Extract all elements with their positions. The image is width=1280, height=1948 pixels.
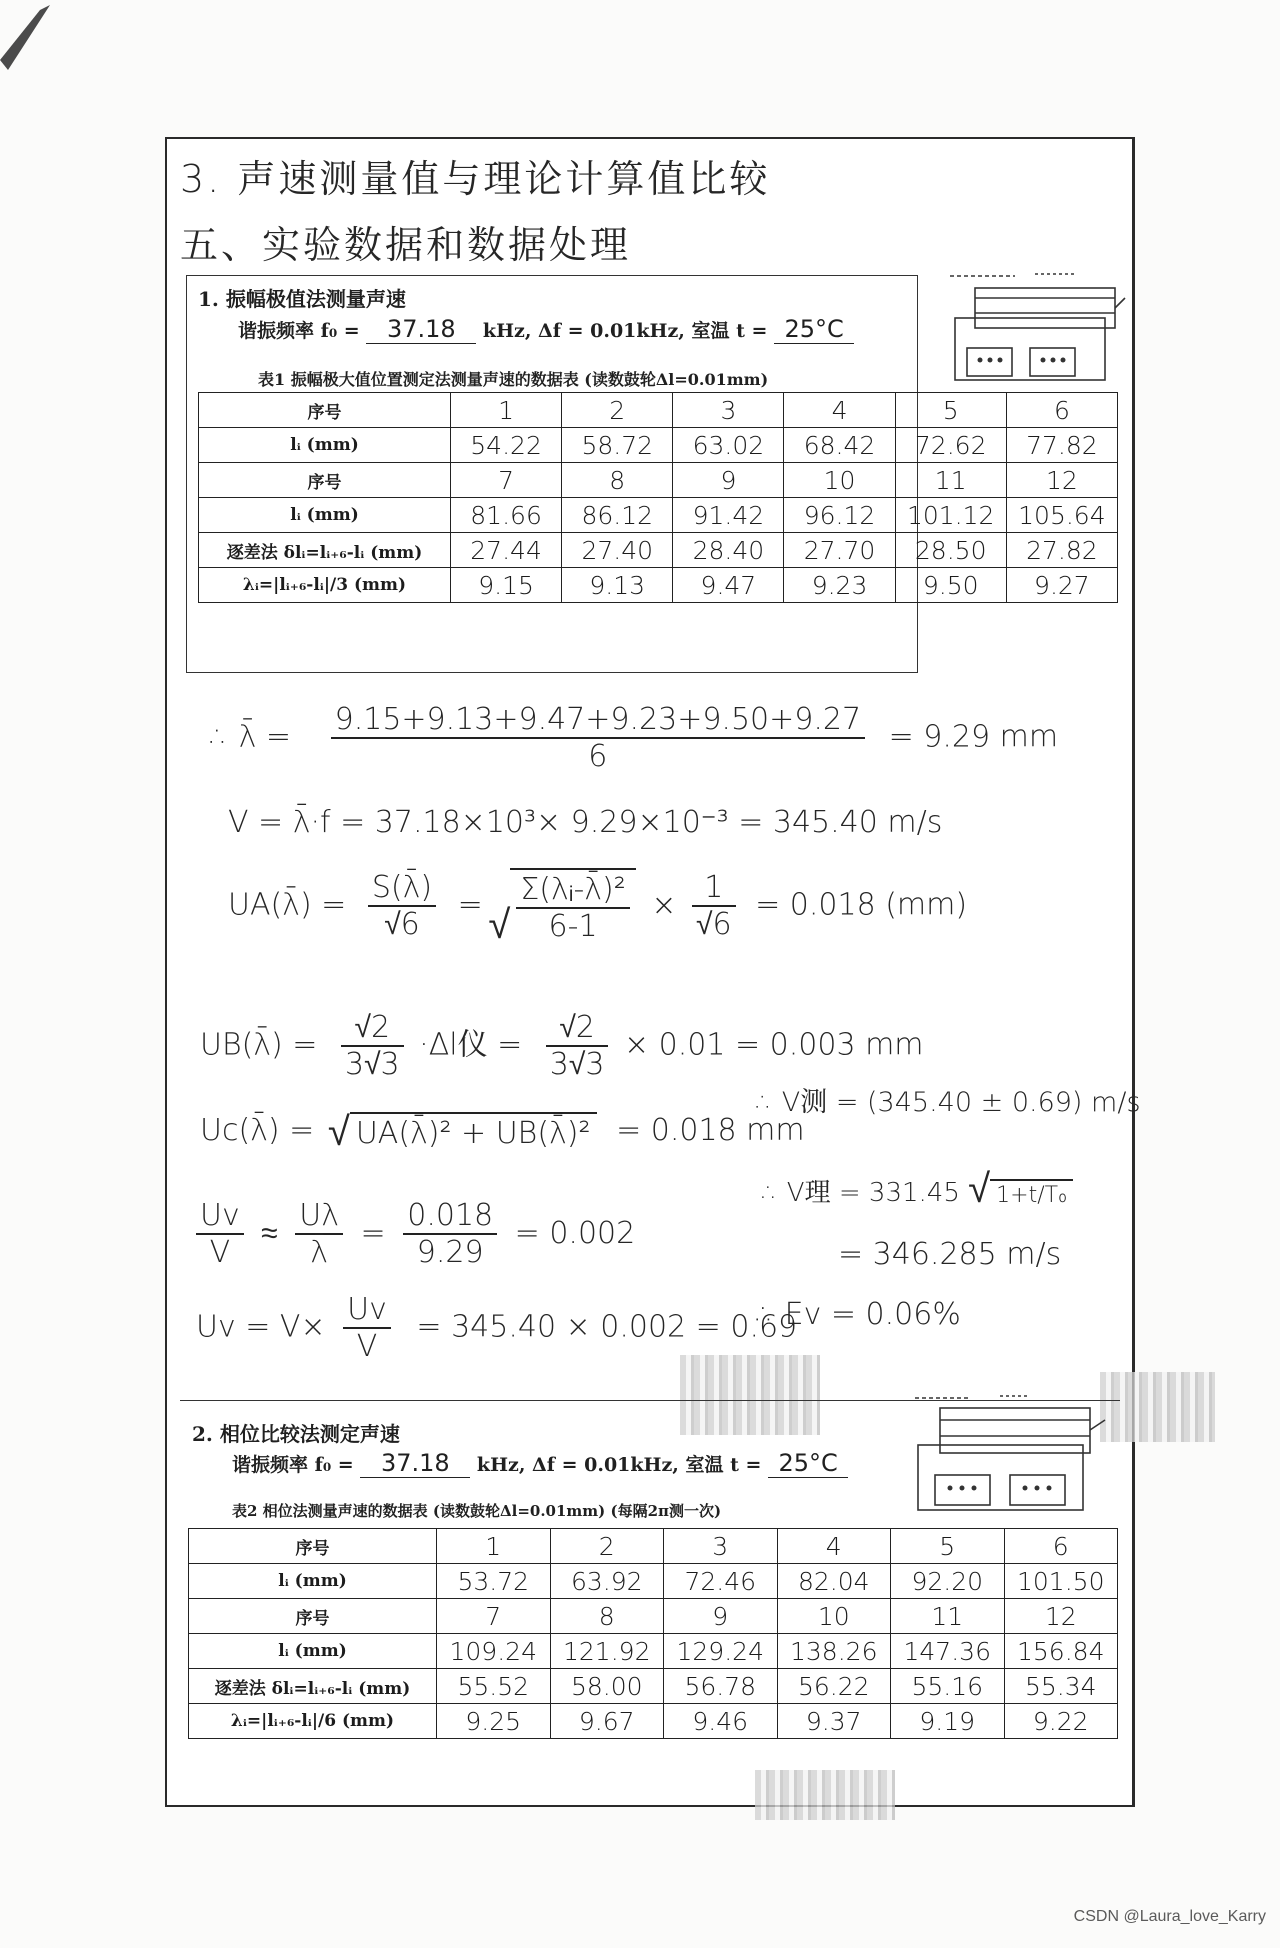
l-cell: 68.42: [784, 428, 895, 463]
uc-lhs: Uc(λ̄) =: [200, 1113, 315, 1148]
index-cell: 7: [437, 1599, 551, 1634]
ratio-num-3: 0.018: [403, 1198, 497, 1235]
resonance-label: 谐振频率: [238, 320, 315, 342]
ratio-fraction-2: [295, 1198, 343, 1270]
diff-cell: 56.22: [777, 1669, 891, 1704]
table1: [198, 392, 1118, 603]
diff-cell: 56.78: [664, 1669, 778, 1704]
ratio-den-2: λ̄: [310, 1235, 329, 1270]
l-cell: 129.24: [664, 1634, 778, 1669]
uc-equation: [200, 1112, 805, 1151]
row-header-l: lᵢ (mm): [189, 1634, 437, 1669]
diff-cell: 58.00: [550, 1669, 664, 1704]
ub-equation: [200, 1010, 924, 1082]
mean-fraction: [331, 702, 865, 774]
ua-frac2-denominator: √6: [696, 907, 732, 942]
scan-corner-streak: [0, 0, 90, 90]
ub-fraction-2: [546, 1010, 609, 1082]
mean-numerator: 9.15+9.13+9.47+9.23+9.50+9.27: [331, 702, 865, 739]
diff-cell: 55.16: [891, 1669, 1005, 1704]
lambda-cell: 9.37: [777, 1704, 891, 1739]
scan-smudge: [680, 1355, 820, 1435]
room-temp-value: 25°C: [768, 1449, 848, 1478]
row-header-diff: 逐差法 δlᵢ=lᵢ₊₆-lᵢ (mm): [199, 533, 451, 568]
ratio-eq: =: [360, 1215, 386, 1251]
measured-speed-result: ∴ V测 = (345.40 ± 0.69) m/s: [756, 1087, 1141, 1118]
l-cell: 109.24: [437, 1634, 551, 1669]
delta-f-text: kHz, Δf = 0.01kHz, 室温 t =: [482, 320, 768, 342]
table-row: [189, 1599, 1118, 1634]
index-cell: 8: [550, 1599, 664, 1634]
f0-value: 37.18: [366, 315, 476, 344]
row-header-index: 序号: [189, 1529, 437, 1564]
mean-lhs: ∴ λ̄ =: [210, 719, 292, 755]
ub-lhs: UB(λ̄) =: [200, 1027, 318, 1063]
ratio-num-1: Uv: [196, 1198, 244, 1235]
index-cell: 5: [895, 393, 1006, 428]
lambda-cell: 9.50: [895, 568, 1006, 603]
lambda-cell: 9.67: [550, 1704, 664, 1739]
uv-rhs: = 345.40 × 0.002 = 0.69: [416, 1309, 798, 1345]
row-header-index: 序号: [189, 1599, 437, 1634]
lambda-cell: 9.47: [673, 568, 784, 603]
theory-root: √ 1+t/T₀: [990, 1179, 1073, 1208]
index-cell: 1: [451, 393, 562, 428]
theory-lhs: ∴ V理 = 331.45: [762, 1178, 960, 1208]
relative-error: ∴ Ev = 0.06%: [756, 1297, 961, 1332]
ua-rhs: = 0.018 (mm): [755, 887, 968, 923]
lambda-cell: 9.27: [1006, 568, 1117, 603]
table-row: [189, 1669, 1118, 1704]
f0-symbol: f₀ =: [314, 1454, 354, 1476]
ua-times: ×: [651, 887, 677, 923]
mean-lambda-equation: [210, 702, 1058, 774]
ua-root-denominator: 6-1: [548, 909, 598, 944]
index-cell: 3: [673, 393, 784, 428]
l-cell: 63.92: [550, 1564, 664, 1599]
table-row: [199, 393, 1118, 428]
l-cell: 86.12: [562, 498, 673, 533]
row-header-index: 序号: [199, 463, 451, 498]
ua-frac2-numerator: 1: [692, 870, 736, 907]
diff-cell: 27.70: [784, 533, 895, 568]
l-cell: 156.84: [1004, 1634, 1118, 1669]
ub-numerator-2: √2: [546, 1010, 609, 1047]
ua-root-fraction: [516, 872, 629, 944]
f0-symbol: f₀ =: [320, 320, 360, 342]
index-cell: 4: [777, 1529, 891, 1564]
index-cell: 9: [664, 1599, 778, 1634]
lambda-cell: 9.15: [451, 568, 562, 603]
table-row: [199, 568, 1118, 603]
index-cell: 3: [664, 1529, 778, 1564]
section2-heading: 2. 相位比较法测定声速: [192, 1422, 400, 1446]
row-header-index: 序号: [199, 393, 451, 428]
delta-f-text: kHz, Δf = 0.01kHz, 室温 t =: [476, 1454, 762, 1476]
index-cell: 12: [1006, 463, 1117, 498]
room-temp-value: 25°C: [774, 315, 854, 344]
table1-caption: 表1 振幅极大值位置测定法测量声速的数据表 (读数鼓轮Δl=0.01mm): [258, 370, 769, 389]
ua-numerator: S(λ̄): [368, 870, 436, 907]
scan-smudge: [1100, 1372, 1215, 1442]
ua-root: [510, 868, 635, 944]
lambda-cell: 9.46: [664, 1704, 778, 1739]
ratio-den-3: 9.29: [416, 1235, 484, 1270]
l-cell: 81.66: [451, 498, 562, 533]
mean-denominator: 6: [588, 739, 608, 774]
l-cell: 105.64: [1006, 498, 1117, 533]
lambda-cell: 9.23: [784, 568, 895, 603]
diff-cell: 27.40: [562, 533, 673, 568]
l-cell: 147.36: [891, 1634, 1005, 1669]
index-cell: 5: [891, 1529, 1005, 1564]
l-cell: 101.12: [895, 498, 1006, 533]
index-cell: 6: [1006, 393, 1117, 428]
table-row: [189, 1634, 1118, 1669]
f0-value: 37.18: [360, 1449, 470, 1478]
index-cell: 1: [437, 1529, 551, 1564]
l-cell: 82.04: [777, 1564, 891, 1599]
index-cell: 2: [562, 393, 673, 428]
theory-speed-value: = 346.285 m/s: [838, 1237, 1062, 1272]
index-cell: 6: [1004, 1529, 1118, 1564]
ub-denominator-2: 3√3: [549, 1047, 605, 1082]
uv-denominator: V: [356, 1329, 378, 1364]
table-row: [199, 463, 1118, 498]
ua-root-numerator: √ Σ(λᵢ-λ̄)²: [516, 872, 629, 909]
ub-numerator: √2: [341, 1010, 404, 1047]
l-cell: 101.50: [1004, 1564, 1118, 1599]
uc-root: √ UA(λ̄)² + UB(λ̄)²: [350, 1112, 597, 1151]
row-header-lambda: λᵢ=|lᵢ₊₆-lᵢ|/3 (mm): [199, 568, 451, 603]
ua-frac2: [692, 870, 736, 942]
ua-eq: =: [457, 887, 483, 923]
uv-equation: [196, 1292, 797, 1364]
ub-denominator: 3√3: [344, 1047, 400, 1082]
ub-fraction: [341, 1010, 404, 1082]
diff-cell: 27.82: [1006, 533, 1117, 568]
l-cell: 121.92: [550, 1634, 664, 1669]
l-cell: 138.26: [777, 1634, 891, 1669]
index-cell: 2: [550, 1529, 664, 1564]
apparatus-diagram-1: [945, 268, 1135, 388]
row-header-diff: 逐差法 δlᵢ=lᵢ₊₆-lᵢ (mm): [189, 1669, 437, 1704]
ratio-rhs: = 0.002: [514, 1215, 636, 1251]
row-header-l: lᵢ (mm): [199, 498, 451, 533]
index-cell: 11: [895, 463, 1006, 498]
uv-fraction: [343, 1292, 391, 1364]
ua-fraction: [368, 870, 436, 942]
uv-numerator: Uv: [343, 1292, 391, 1329]
ua-lhs: UA(λ̄) =: [228, 887, 347, 923]
section-title-comparison: 3. 声速测量值与理论计算值比较: [180, 157, 771, 201]
resonance-label: 谐振频率: [232, 1454, 309, 1476]
table-row: [199, 533, 1118, 568]
section-title-data-processing: 五、实验数据和数据处理: [180, 223, 632, 267]
ua-denominator: √6: [384, 907, 420, 942]
l-cell: 63.02: [673, 428, 784, 463]
mean-rhs: = 9.29 mm: [888, 719, 1059, 755]
index-cell: 12: [1004, 1599, 1118, 1634]
uc-rhs: = 0.018 mm: [616, 1113, 805, 1148]
ua-equation: [228, 868, 967, 944]
diff-cell: 55.34: [1004, 1669, 1118, 1704]
section2-frequency-line: [232, 1449, 848, 1478]
lambda-cell: 9.13: [562, 568, 673, 603]
uv-lhs: Uv = V×: [196, 1309, 326, 1345]
l-cell: 91.42: [673, 498, 784, 533]
csdn-watermark: CSDN @Laura_love_Karry: [1073, 1908, 1266, 1925]
index-cell: 8: [562, 463, 673, 498]
table-row: [189, 1564, 1118, 1599]
scan-smudge: [755, 1770, 895, 1820]
section1-frequency-line: [238, 315, 854, 344]
l-cell: 72.62: [895, 428, 1006, 463]
diff-cell: 28.50: [895, 533, 1006, 568]
l-cell: 77.82: [1006, 428, 1117, 463]
relative-uncertainty-equation: [196, 1198, 635, 1270]
index-cell: 10: [777, 1599, 891, 1634]
ratio-approx: ≈: [261, 1215, 278, 1251]
row-header-lambda: λᵢ=|lᵢ₊₆-lᵢ|/6 (mm): [189, 1704, 437, 1739]
l-cell: 96.12: [784, 498, 895, 533]
ratio-den-1: V: [209, 1235, 231, 1270]
index-cell: 4: [784, 393, 895, 428]
table-row: [189, 1704, 1118, 1739]
apparatus-diagram-2: [910, 1390, 1110, 1520]
diff-cell: 27.44: [451, 533, 562, 568]
row-header-l: lᵢ (mm): [199, 428, 451, 463]
index-cell: 9: [673, 463, 784, 498]
table-row: [199, 428, 1118, 463]
ratio-fraction-1: [196, 1198, 244, 1270]
lambda-cell: 9.22: [1004, 1704, 1118, 1739]
l-cell: 54.22: [451, 428, 562, 463]
diff-cell: 28.40: [673, 533, 784, 568]
index-cell: 7: [451, 463, 562, 498]
index-cell: 10: [784, 463, 895, 498]
ratio-num-2: Uλ: [295, 1198, 343, 1235]
l-cell: 92.20: [891, 1564, 1005, 1599]
table-row: [199, 498, 1118, 533]
diff-cell: 55.52: [437, 1669, 551, 1704]
ub-mid: ·Δl仪 =: [419, 1027, 523, 1063]
theory-speed-equation: [762, 1172, 1073, 1209]
section1-heading: 1. 振幅极值法测量声速: [198, 287, 406, 311]
l-cell: 72.46: [664, 1564, 778, 1599]
row-header-l: lᵢ (mm): [189, 1564, 437, 1599]
index-cell: 11: [891, 1599, 1005, 1634]
lambda-cell: 9.25: [437, 1704, 551, 1739]
speed-equation: V = λ̄·f = 37.18×10³× 9.29×10⁻³ = 345.40 m/s: [228, 805, 943, 840]
table-row: [189, 1529, 1118, 1564]
table2: [188, 1528, 1118, 1739]
table2-caption: 表2 相位法测量声速的数据表 (读数鼓轮Δl=0.01mm) (每隔2π测一次): [232, 1502, 722, 1520]
lambda-cell: 9.19: [891, 1704, 1005, 1739]
ub-rhs: × 0.01 = 0.003 mm: [623, 1027, 924, 1063]
l-cell: 53.72: [437, 1564, 551, 1599]
ratio-fraction-3: [403, 1198, 497, 1270]
l-cell: 58.72: [562, 428, 673, 463]
